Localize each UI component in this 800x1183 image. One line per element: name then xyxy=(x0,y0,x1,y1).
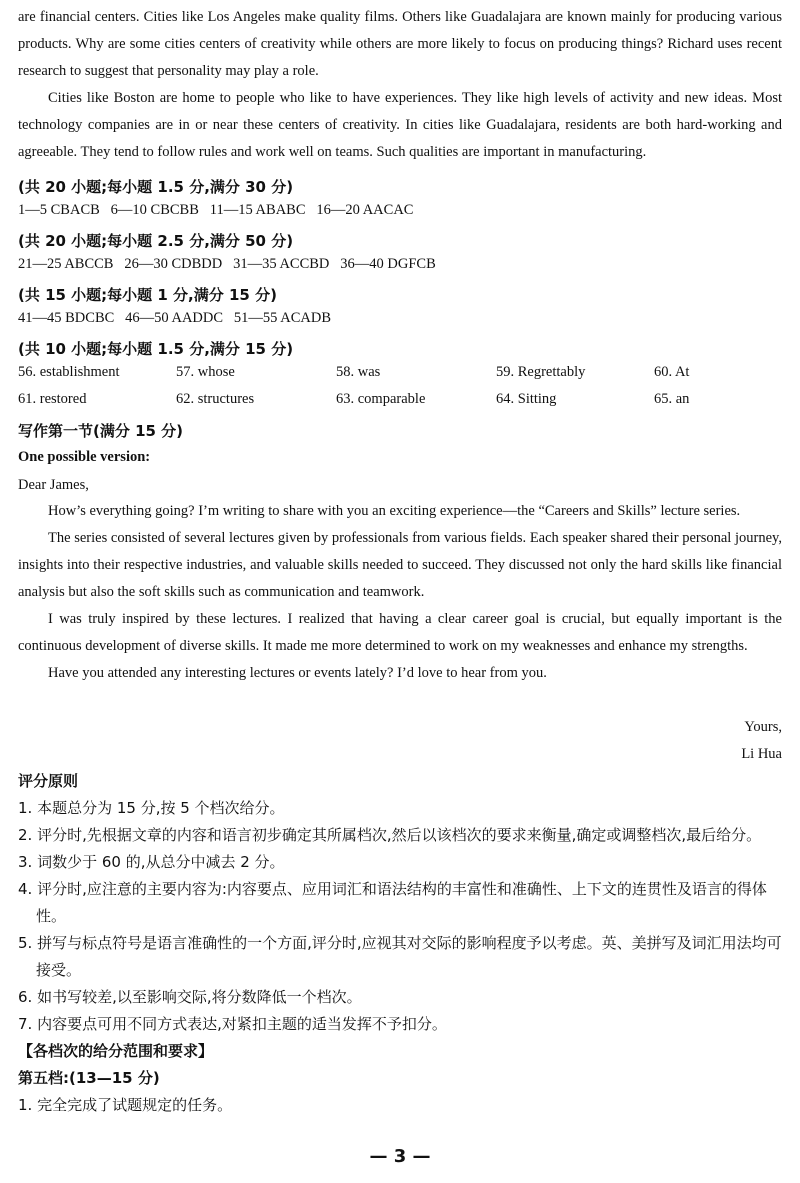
answer-heading-3: (共 15 小题;每小题 1 分,满分 15 分) xyxy=(18,286,277,304)
answer-heading-1: (共 20 小题;每小题 1.5 分,满分 30 分) xyxy=(18,178,294,196)
scoring-item: 2. 评分时,先根据文章的内容和语言初步确定其所属档次,然后以该档次的要求来衡量,确定或调整档次,最后给分。 xyxy=(18,826,762,844)
grammar-answer: 58. was xyxy=(336,364,381,380)
letter-closing: Yours, xyxy=(744,719,782,735)
answer-heading-2: (共 20 小题;每小题 2.5 分,满分 50 分) xyxy=(18,232,294,250)
answer-line-2: 21—25 ABCCB 26—30 CDBDD 31—35 ACCBD 36—40 DGFCB xyxy=(18,256,436,272)
level-5-item: 1. 完全完成了试题规定的任务。 xyxy=(18,1096,233,1114)
letter-paragraph-1: How’s everything going? I’m writing to share with you an exciting experience—the “Careers and Skills” lecture series. xyxy=(48,503,741,519)
version-label: One possible version: xyxy=(18,449,151,465)
scoring-item: 4. 评分时,应注意的主要内容为:内容要点、应用词汇和语法结构的丰富性和准确性、上下文的连贯性及语言的得体性。 xyxy=(18,880,767,925)
grammar-row xyxy=(18,364,782,391)
reading-passage xyxy=(18,4,782,166)
level-5-heading: 第五档:(13—15 分) xyxy=(18,1069,160,1087)
answer-line-1: 1—5 CBACB 6—10 CBCBB 11—15 ABABC 16—20 AACAC xyxy=(18,202,414,218)
grammar-answer: 65. an xyxy=(654,391,690,407)
scoring-item: 3. 词数少于 60 的,从总分中减去 2 分。 xyxy=(18,853,285,871)
scoring-item: 7. 内容要点可用不同方式表达,对紧扣主题的适当发挥不予扣分。 xyxy=(18,1015,447,1033)
grammar-answers-table xyxy=(18,364,782,418)
grammar-answer: 60. At xyxy=(654,364,690,380)
letter-paragraph-2: The series consisted of several lectures given by professionals from various fields. Each speaker shared their personal journey, insights into their respective industries, and valuable skills needed to succeed. They discussed not only the hard skills like financial analysis but also the soft skills such as communication and teamwork. xyxy=(18,530,782,600)
letter-salutation: Dear James, xyxy=(18,477,89,493)
writing-section-title: 写作第一节(满分 15 分) xyxy=(18,422,184,440)
grammar-answer: 59. Regrettably xyxy=(496,364,586,380)
scoring-item: 6. 如书写较差,以至影响交际,将分数降低一个档次。 xyxy=(18,988,362,1006)
passage-paragraph-2: Cities like Boston are home to people who like to have experiences. They like high levels of activity and new ideas. Most technology companies are in or near these centers of creativity. In cities like Guadalajara, residents are both hard-working and agreeable. They tend to follow rules and work well on teams. Such qualities are important in manufacturing. xyxy=(18,90,782,160)
scoring-title: 评分原则 xyxy=(18,772,79,790)
grammar-answer: 62. structures xyxy=(176,391,255,407)
scoring-list xyxy=(18,795,782,1119)
grammar-answer: 56. establishment xyxy=(18,364,120,380)
letter-paragraph-4: Have you attended any interesting lectures or events lately? I’d love to hear from you. xyxy=(48,665,547,681)
grammar-heading: (共 10 小题;每小题 1.5 分,满分 15 分) xyxy=(18,340,294,358)
letter-signature: Li Hua xyxy=(741,746,782,762)
levels-heading: 【各档次的给分范围和要求】 xyxy=(18,1042,214,1060)
letter-paragraph-3: I was truly inspired by these lectures. I realized that having a clear career goal is crucial, but equally important is the continuous development of diverse skills. It made me more determined to work on my weaknesses and enhance my strengths. xyxy=(18,611,782,654)
letter-body xyxy=(18,498,782,687)
scoring-item: 1. 本题总分为 15 分,按 5 个档次给分。 xyxy=(18,799,285,817)
passage-paragraph-1: are financial centers. Cities like Los Angeles make quality films. Others like Guadalajara are known mainly for producing various products. Why are some cities centers of creativity while others are more likely to focus on producing things? Richard uses recent research to suggest that personality may play a role. xyxy=(18,9,782,79)
grammar-answer: 57. whose xyxy=(176,364,235,380)
page-number: — 3 — xyxy=(369,1146,431,1167)
grammar-answer: 61. restored xyxy=(18,391,87,407)
grammar-answer: 64. Sitting xyxy=(496,391,557,407)
scoring-item: 5. 拼写与标点符号是语言准确性的一个方面,评分时,应视其对交际的影响程度予以考虑。英、美拼写及词汇用法均可接受。 xyxy=(18,934,782,979)
answer-line-3: 41—45 BDCBC 46—50 AADDC 51—55 ACADB xyxy=(18,310,331,326)
grammar-answer: 63. comparable xyxy=(336,391,426,407)
grammar-row xyxy=(18,391,782,418)
